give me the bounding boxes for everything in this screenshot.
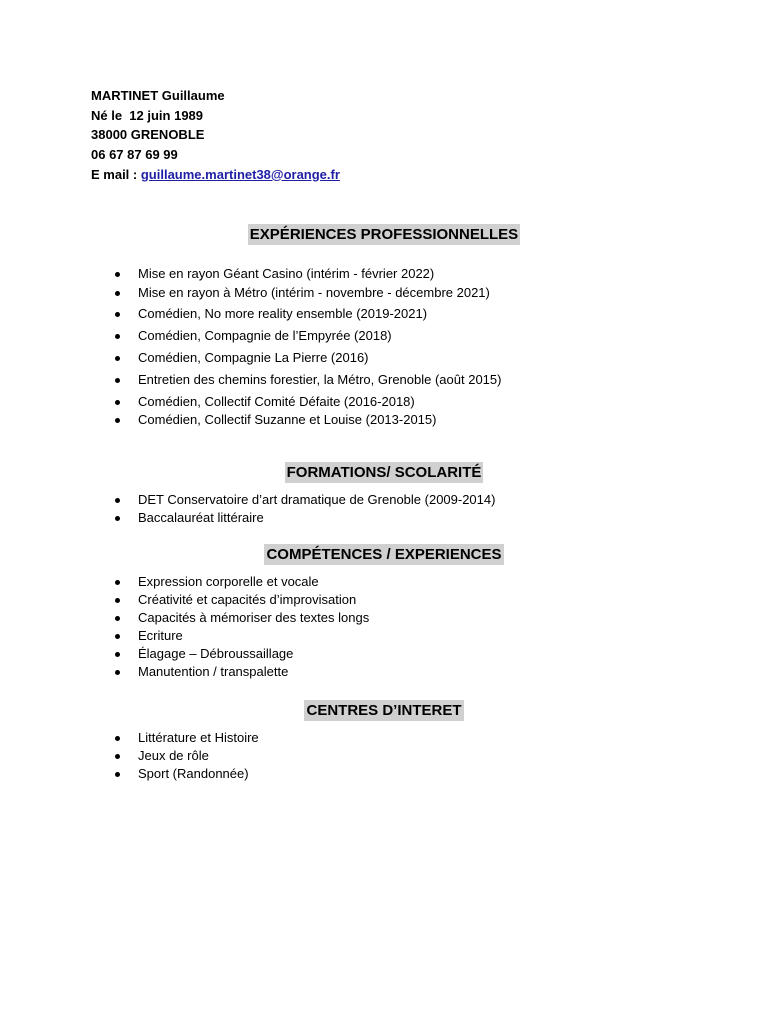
bullet-icon [115,634,120,639]
list-item: Comédien, Collectif Comité Défaite (2016-2018) [112,393,768,411]
bullet-icon [115,312,120,317]
bullet-icon [115,754,120,759]
bullet-icon [115,400,120,405]
bullet-icon [115,652,120,657]
bullet-icon [115,580,120,585]
list-item: Élagage – Débroussaillage [112,645,768,663]
list-item: Créativité et capacités d’improvisation [112,591,768,609]
bullet-icon [115,616,120,621]
bullet-icon [115,598,120,603]
list-item: Ecriture [112,627,768,645]
list-item: Capacités à mémoriser des textes longs [112,609,768,627]
list-item: Comédien, No more reality ensemble (2019-2021) [112,305,768,323]
section-experiences [0,224,768,429]
interets-list [112,729,768,783]
section-interets [0,700,768,783]
list-item: Mise en rayon Géant Casino (intérim - février 2022) [112,265,768,283]
experiences-list [112,265,768,429]
formations-list [112,491,768,527]
list-item: Expression corporelle et vocale [112,573,768,591]
section-title-formations: FORMATIONS/ SCOLARITÉ [286,464,482,481]
bullet-icon [115,418,120,423]
bullet-icon [115,378,120,383]
birth-date: Né le 12 juin 1989 [91,107,204,123]
section-competences [0,544,768,681]
list-item: Entretien des chemins forestier, la Métro, Grenoble (août 2015) [112,371,768,389]
section-title-competences: COMPÉTENCES / EXPERIENCES [266,546,502,563]
bullet-icon [115,670,120,675]
city: 38000 GRENOBLE [91,127,205,143]
list-item: DET Conservatoire d’art dramatique de Grenoble (2009-2014) [112,491,768,509]
bullet-icon [115,272,120,277]
list-item: Comédien, Compagnie La Pierre (2016) [112,349,768,367]
email-link[interactable]: guillaume.martinet38@orange.fr [140,166,340,182]
bullet-icon [115,498,120,503]
bullet-icon [115,516,120,521]
list-item: Comédien, Compagnie de l’Empyrée (2018) [112,327,768,345]
section-title-interets: CENTRES D’INTERET [306,702,462,719]
phone-number: 06 67 87 69 99 [91,147,178,163]
list-item: Manutention / transpalette [112,663,768,681]
bullet-icon [115,736,120,741]
list-item: Jeux de rôle [112,747,768,765]
bullet-icon [115,334,120,339]
contact-block [91,86,340,185]
bullet-icon [115,291,120,296]
list-item: Baccalauréat littéraire [112,509,768,527]
section-formations [0,462,768,527]
competences-list [112,573,768,681]
bullet-icon [115,772,120,777]
email-label: E mail : [91,166,141,182]
email-line [91,165,340,185]
list-item: Comédien, Collectif Suzanne et Louise (2013-2015) [112,411,768,429]
list-item: Sport (Randonnée) [112,765,768,783]
list-item: Littérature et Histoire [112,729,768,747]
list-item: Mise en rayon à Métro (intérim - novembre - décembre 2021) [112,284,768,302]
full-name: MARTINET Guillaume [91,88,225,103]
bullet-icon [115,356,120,361]
section-title-experiences: EXPÉRIENCES PROFESSIONNELLES [249,226,519,243]
